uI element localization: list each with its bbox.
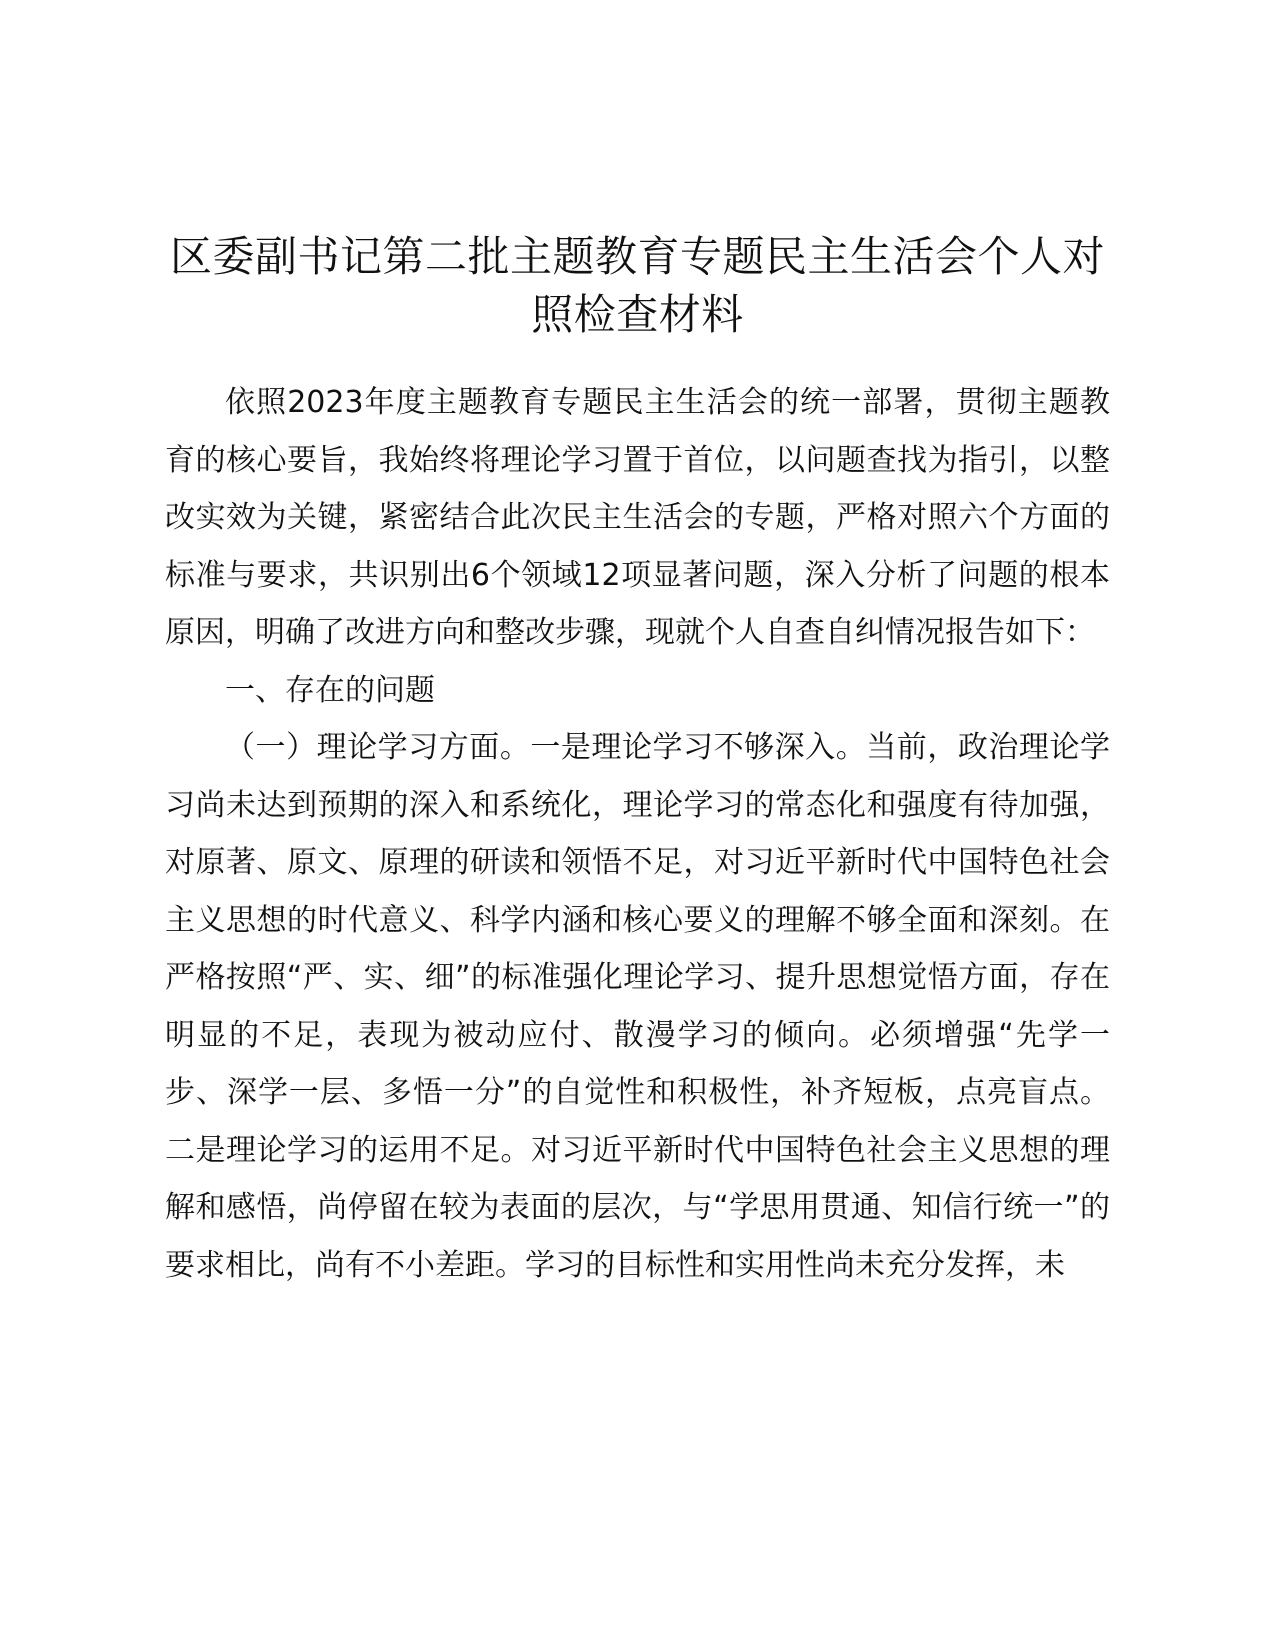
document-body [165, 374, 1110, 1294]
document-title: 区委副书记第二批主题教育专题民主生活会个人对照检查材料 [169, 232, 1105, 339]
section-heading: 一、存在的问题 [225, 672, 435, 708]
intro-paragraph: 依照2023年度主题教育专题民主生活会的统一部署，贯彻主题教育的核心要旨，我始终将理论学习置于首位，以问题查找为指引，以整改实效为关键，紧密结合此次民主生活会的专题，严格对照六个方面的标准与要求，共识别出6个领域12项显著问题，深入分析了问题的根本原因，明确了改进方向和整改步骤，现就个人自查自纠情况报告如下： [165, 385, 1110, 650]
theory-study-paragraph: （一）理论学习方面。一是理论学习不够深入。当前，政治理论学习尚未达到预期的深入和系统化，理论学习的常态化和强度有待加强，对原著、原文、原理的研读和领悟不足，对习近平新时代中国特色社会主义思想的时代意义、科学内涵和核心要义的理解不够全面和深刻。在严格按照“严、实、细”的标准强化理论学习、提升思想觉悟方面，存在明显的不足，表现为被动应付、散漫学习的倾向。必须增强“先学一步、深学一层、多悟一分”的自觉性和积极性，补齐短板，点亮盲点。二是理论学习的运用不足。对习近平新时代中国特色社会主义思想的理解和感悟，尚停留在较为表面的层次，与“学思用贯通、知信行统一”的要求相比，尚有不小差距。学习的目标性和实用性尚未充分发挥，未 [165, 730, 1110, 1283]
